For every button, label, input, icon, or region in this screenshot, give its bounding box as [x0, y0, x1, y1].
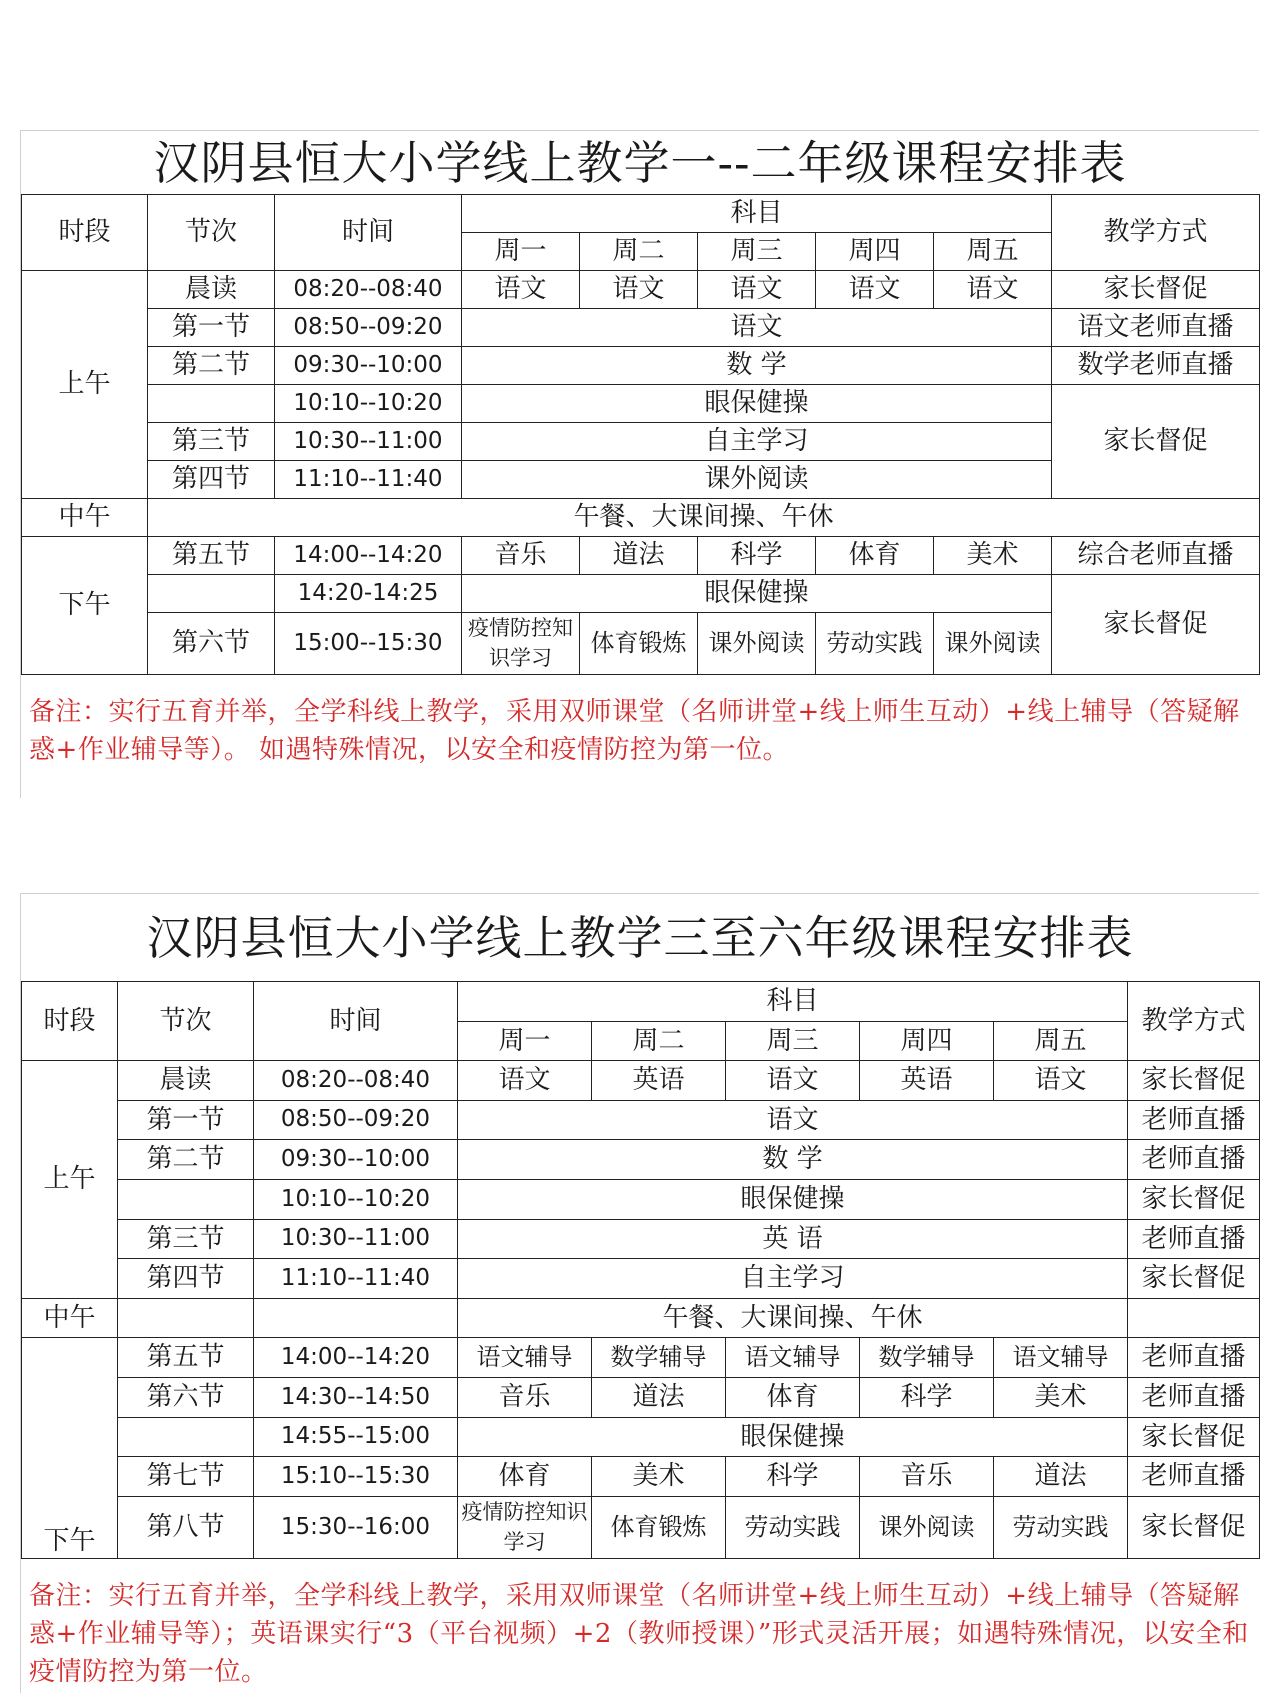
subject-cell: 美术: [994, 1377, 1128, 1417]
subject-cell: 语文: [726, 1061, 860, 1101]
header-row: [22, 982, 1260, 1022]
session-cell: 第八节: [118, 1496, 254, 1558]
time-cell: 08:50--09:20: [275, 309, 462, 347]
subject-cell: 语文: [934, 271, 1052, 309]
session-cell: 第六节: [148, 613, 275, 675]
subject-cell: 语文: [462, 271, 580, 309]
time-cell: 10:10--10:20: [275, 385, 462, 423]
time-cell: 14:00--14:20: [275, 537, 462, 575]
header-day: 周三: [698, 233, 816, 271]
header-subject: 科目: [458, 982, 1128, 1022]
mode-cell: 老师直播: [1128, 1377, 1260, 1417]
session-cell: 第二节: [148, 347, 275, 385]
mode-cell: 老师直播: [1128, 1457, 1260, 1497]
time-cell: [254, 1298, 458, 1338]
subject-cell: 课外阅读: [860, 1496, 994, 1558]
subject-cell: 数学辅导: [860, 1338, 994, 1378]
subject-cell: 音乐: [860, 1457, 994, 1497]
subject-cell: 课外阅读: [462, 461, 1052, 499]
subject-cell: 美术: [934, 537, 1052, 575]
subject-cell: 语文: [698, 271, 816, 309]
subject-cell: 英语: [592, 1061, 726, 1101]
table-row: [22, 1298, 1260, 1338]
subject-cell: 课外阅读: [698, 613, 816, 675]
session-cell: 第五节: [148, 537, 275, 575]
session-cell: [118, 1417, 254, 1457]
subject-cell: 数学辅导: [592, 1338, 726, 1378]
mode-cell: [1128, 1298, 1260, 1338]
time-cell: 15:10--15:30: [254, 1457, 458, 1497]
header-session: 节次: [148, 195, 275, 271]
header-day: 周二: [592, 1021, 726, 1061]
table-row: [22, 271, 1260, 309]
time-cell: 14:30--14:50: [254, 1377, 458, 1417]
subject-cell: 体育: [726, 1377, 860, 1417]
subject-cell: 课外阅读: [934, 613, 1052, 675]
subject-cell: 道法: [592, 1377, 726, 1417]
period-noon: 中午: [22, 499, 148, 537]
table-row: [22, 385, 1260, 423]
time-cell: 10:30--11:00: [254, 1219, 458, 1259]
time-cell: 08:20--08:40: [254, 1061, 458, 1101]
note-text: 备注：实行五育并举，全学科线上教学，采用双师课堂（名师讲堂+线上师生互动）+线上辅导（答疑解惑+作业辅导等）。 如遇特殊情况，以安全和疫情防控为第一位。: [29, 696, 1240, 765]
session-cell: 第一节: [148, 309, 275, 347]
subject-cell: 英 语: [458, 1219, 1128, 1259]
header-time: 时间: [275, 195, 462, 271]
subject-cell: 语文: [458, 1061, 592, 1101]
subject-cell: 道法: [994, 1457, 1128, 1497]
schedule-table: [21, 981, 1260, 1559]
time-cell: 11:10--11:40: [275, 461, 462, 499]
subject-cell: 疫情防控知识学习: [462, 613, 580, 675]
header-subject: 科目: [462, 195, 1052, 233]
subject-cell: 疫情防控知识学习: [458, 1496, 592, 1558]
subject-cell: 语文: [580, 271, 698, 309]
subject-cell: 音乐: [462, 537, 580, 575]
table-row: [22, 537, 1260, 575]
session-cell: [148, 385, 275, 423]
header-day: 周一: [458, 1021, 592, 1061]
time-cell: 11:10--11:40: [254, 1259, 458, 1299]
table-row: [22, 1179, 1260, 1219]
table-row: [22, 1140, 1260, 1180]
subject-cell: 眼保健操: [462, 575, 1052, 613]
header-day: 周五: [994, 1021, 1128, 1061]
subject-cell: 语文辅导: [726, 1338, 860, 1378]
subject-cell: 科学: [860, 1377, 994, 1417]
table-row: [22, 1377, 1260, 1417]
header-day: 周四: [816, 233, 934, 271]
subject-cell: 自主学习: [462, 423, 1052, 461]
mode-cell: 家长督促: [1128, 1417, 1260, 1457]
subject-cell: 美术: [592, 1457, 726, 1497]
subject-cell: 道法: [580, 537, 698, 575]
header-period: 时段: [22, 195, 148, 271]
session-cell: 第四节: [118, 1259, 254, 1299]
time-cell: 09:30--10:00: [254, 1140, 458, 1180]
session-cell: 第四节: [148, 461, 275, 499]
mode-cell: 家长督促: [1052, 575, 1260, 675]
period-noon: 中午: [22, 1298, 118, 1338]
session-cell: 第五节: [118, 1338, 254, 1378]
subject-cell: 体育: [816, 537, 934, 575]
session-cell: [118, 1298, 254, 1338]
subject-cell: 英语: [860, 1061, 994, 1101]
session-cell: 第一节: [118, 1100, 254, 1140]
subject-cell: 数 学: [462, 347, 1052, 385]
table-row: [22, 1338, 1260, 1378]
time-cell: 10:30--11:00: [275, 423, 462, 461]
header-time: 时间: [254, 982, 458, 1061]
period-afternoon: 下午: [22, 537, 148, 675]
subject-cell: 眼保健操: [458, 1417, 1128, 1457]
table-row: [22, 1219, 1260, 1259]
mode-cell: 家长督促: [1128, 1259, 1260, 1299]
period-morning: 上午: [22, 1061, 118, 1299]
table-title: 汉阴县恒大小学线上教学一--二年级课程安排表: [153, 136, 1127, 190]
subject-cell: 语文: [458, 1100, 1128, 1140]
table-row: [22, 1417, 1260, 1457]
time-cell: 08:20--08:40: [275, 271, 462, 309]
header-day: 周五: [934, 233, 1052, 271]
time-cell: 08:50--09:20: [254, 1100, 458, 1140]
table-row: [22, 1259, 1260, 1299]
mode-cell: 家长督促: [1052, 271, 1260, 309]
session-cell: 第七节: [118, 1457, 254, 1497]
period-afternoon: 下午: [22, 1338, 118, 1558]
session-cell: [118, 1179, 254, 1219]
subject-cell: 劳动实践: [994, 1496, 1128, 1558]
sheet-top-border: [21, 893, 1259, 894]
schedule-sheet-grade-1-2: [20, 130, 1259, 798]
mode-cell: 老师直播: [1128, 1140, 1260, 1180]
mode-cell: 家长督促: [1128, 1496, 1260, 1558]
session-cell: 晨读: [148, 271, 275, 309]
mode-cell: 家长督促: [1052, 385, 1260, 499]
subject-cell: 语文辅导: [994, 1338, 1128, 1378]
subject-cell: 体育锻炼: [580, 613, 698, 675]
session-cell: 第二节: [118, 1140, 254, 1180]
subject-cell: 科学: [698, 537, 816, 575]
header-period: 时段: [22, 982, 118, 1061]
time-cell: 15:30--16:00: [254, 1496, 458, 1558]
subject-cell: 自主学习: [458, 1259, 1128, 1299]
sheet-top-border: [21, 130, 1259, 131]
session-cell: 第三节: [148, 423, 275, 461]
table-title: 汉阴县恒大小学线上教学三至六年级课程安排表: [146, 911, 1134, 965]
noon-break-cell: 午餐、大课间操、午休: [458, 1298, 1128, 1338]
mode-cell: 语文老师直播: [1052, 309, 1260, 347]
header-mode: 教学方式: [1052, 195, 1260, 271]
session-cell: [148, 575, 275, 613]
table-row: [22, 309, 1260, 347]
session-cell: 晨读: [118, 1061, 254, 1101]
subject-cell: 体育: [458, 1457, 592, 1497]
table-row: [22, 1100, 1260, 1140]
mode-cell: 综合老师直播: [1052, 537, 1260, 575]
header-row: [22, 195, 1260, 233]
table-row: [22, 1061, 1260, 1101]
session-cell: 第三节: [118, 1219, 254, 1259]
table-row: [22, 1457, 1260, 1497]
subject-cell: 体育锻炼: [592, 1496, 726, 1558]
subject-cell: 眼保健操: [458, 1179, 1128, 1219]
time-cell: 14:55--15:00: [254, 1417, 458, 1457]
time-cell: 15:00--15:30: [275, 613, 462, 675]
mode-cell: 家长督促: [1128, 1061, 1260, 1101]
subject-cell: 语文: [816, 271, 934, 309]
header-session: 节次: [118, 982, 254, 1061]
table-row: [22, 499, 1260, 537]
table-row: [22, 575, 1260, 613]
time-cell: 14:20-14:25: [275, 575, 462, 613]
note-text: 备注：实行五育并举，全学科线上教学，采用双师课堂（名师讲堂+线上师生互动）+线上辅导（答疑解惑+作业辅导等）；英语课实行“3（平台视频）+2（教师授课）”形式灵活开展；如遇特殊情况，以安全和疫情防控为第一位。: [29, 1580, 1249, 1687]
mode-cell: 老师直播: [1128, 1338, 1260, 1378]
subject-cell: 劳动实践: [726, 1496, 860, 1558]
table-row: [22, 347, 1260, 385]
table-row: [22, 1496, 1260, 1558]
subject-cell: 眼保健操: [462, 385, 1052, 423]
header-day: 周二: [580, 233, 698, 271]
subject-cell: 语文: [462, 309, 1052, 347]
time-cell: 14:00--14:20: [254, 1338, 458, 1378]
subject-cell: 语文: [994, 1061, 1128, 1101]
time-cell: 10:10--10:20: [254, 1179, 458, 1219]
schedule-sheet-grade-3-6: [20, 893, 1259, 1693]
subject-cell: 语文辅导: [458, 1338, 592, 1378]
header-day: 周四: [860, 1021, 994, 1061]
time-cell: 09:30--10:00: [275, 347, 462, 385]
schedule-table: [21, 194, 1260, 675]
noon-break-cell: 午餐、大课间操、午休: [148, 499, 1260, 537]
mode-cell: 老师直播: [1128, 1219, 1260, 1259]
subject-cell: 数 学: [458, 1140, 1128, 1180]
header-day: 周三: [726, 1021, 860, 1061]
session-cell: 第六节: [118, 1377, 254, 1417]
period-morning: 上午: [22, 271, 148, 499]
header-mode: 教学方式: [1128, 982, 1260, 1061]
mode-cell: 老师直播: [1128, 1100, 1260, 1140]
subject-cell: 劳动实践: [816, 613, 934, 675]
mode-cell: 数学老师直播: [1052, 347, 1260, 385]
subject-cell: 音乐: [458, 1377, 592, 1417]
mode-cell: 家长督促: [1128, 1179, 1260, 1219]
header-day: 周一: [462, 233, 580, 271]
subject-cell: 科学: [726, 1457, 860, 1497]
